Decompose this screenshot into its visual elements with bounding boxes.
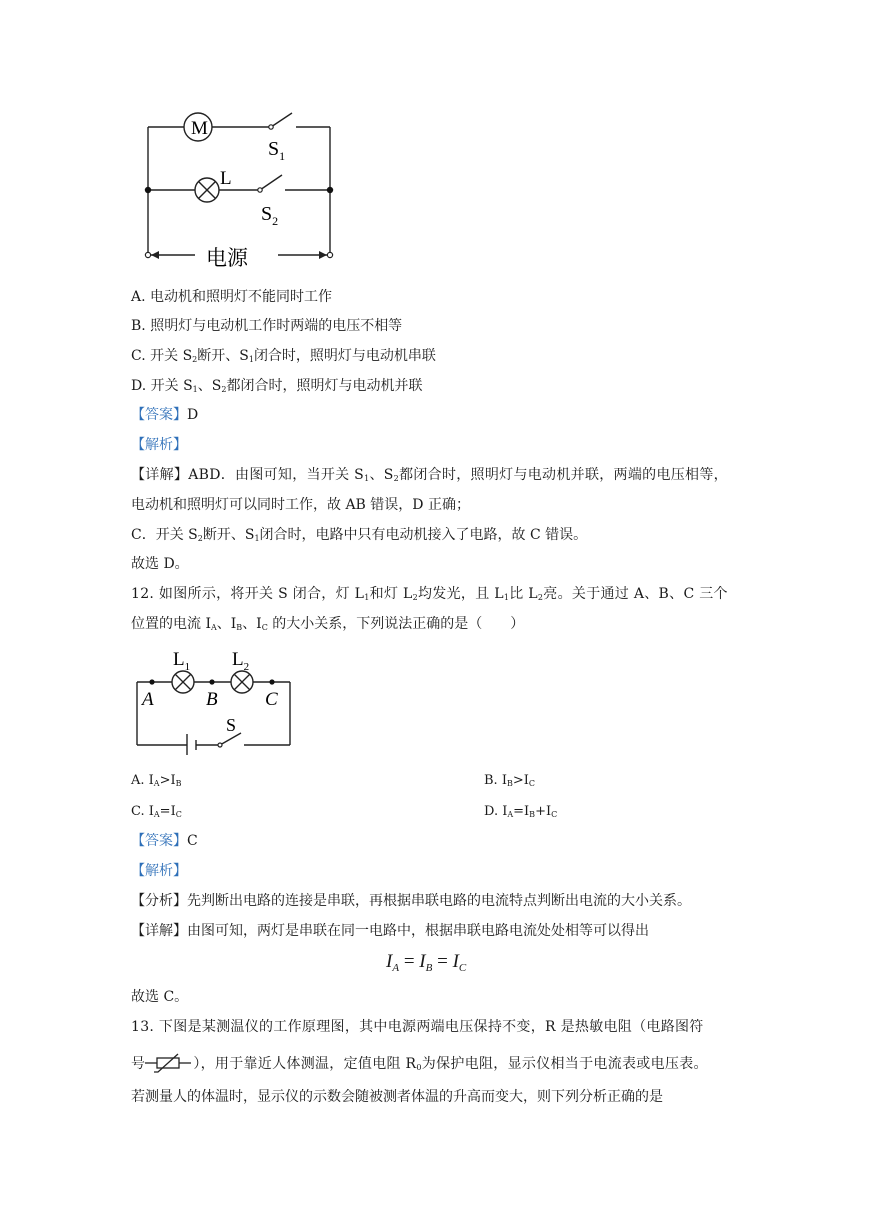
q11-detail-line-3: C．开关 $S_2$断开、$S_1$闭合时，电路中只有电动机接入了电路，故 C 错误。 [131, 527, 588, 543]
q11-option-d: D. 开关 $S_1$、$S_2$都闭合时，照明灯与电动机并联 [131, 378, 423, 394]
q12-analysis-text: 【分析】先判断出电路的连接是串联，再根据串联电路的电流特点判断出电流的大小关系。 [131, 893, 691, 909]
point-b-label: B [206, 689, 218, 710]
q11-conclusion: 故选 D。 [131, 556, 189, 572]
q12-option-d: D. $I_A=I_B+I_C$ [484, 804, 558, 819]
q12-answer: 【答案】C [131, 833, 198, 849]
point-a-label: A [142, 689, 154, 710]
thermistor-symbol-icon [145, 1052, 193, 1074]
q13-stem-line-2: 号 ），用于靠近人体测温，定值电阻 $R_0$为保护电阻，显示仪相当于电流表或电压表。 [131, 1052, 708, 1078]
q12-analysis-heading: 【解析】 [131, 863, 187, 879]
q12-conclusion: 故选 C。 [131, 989, 189, 1005]
lamp-l1-label: $L_1$ [173, 649, 191, 673]
q13-stem-line-1: 13. 下图是某测温仪的工作原理图，其中电源两端电压保持不变，R 是热敏电阻（电路图符 [131, 1019, 704, 1035]
q12-detail-text: 【详解】由图可知，两灯是串联在同一电路中，根据串联电路电流处处相等可以得出 [131, 923, 649, 939]
q11-option-a: A. 电动机和照明灯不能同时工作 [131, 289, 333, 305]
q11-option-c: C. 开关 $S_2$断开、$S_1$闭合时，照明灯与电动机串联 [131, 348, 436, 364]
q12-option-b: B. $I_B>I_C$ [484, 773, 535, 788]
q11-detail-line-2: 电动机和照明灯可以同时工作，故 AB 错误，D 正确； [131, 497, 470, 513]
lamp-label: L [220, 168, 232, 189]
lamp-l2-label: $L_2$ [232, 649, 250, 673]
motor-label: M [191, 118, 208, 139]
q11-answer: 【答案】D [131, 407, 199, 423]
q12-option-c: C. $I_A=I_C$ [131, 804, 182, 819]
q11-detail-line-1: 【详解】ABD．由图可知，当开关 $S_1$、$S_2$都闭合时，照明灯与电动机并联，两端的电压相等， [131, 467, 728, 483]
power-source-label: 电源 [206, 246, 248, 270]
switch-s1-label: $S_1$ [268, 138, 286, 163]
q12-stem-line-2: 位置的电流 $I_A$、$I_B$、$I_C$ 的大小关系，下列说法正确的是（ ） [131, 616, 525, 632]
q13-stem-line-3: 若测量人的体温时，显示仪的示数会随被测者体温的升高而变大，则下列分析正确的是 [131, 1089, 663, 1105]
q11-option-b: B. 照明灯与电动机工作时两端的电压不相等 [131, 318, 403, 334]
switch-s2-label: $S_2$ [261, 203, 279, 228]
q12-stem-line-1: 12. 如图所示，将开关 S 闭合，灯 $L_1$和灯 $L_2$均发光，且 $L_1$比 $L_2$亮。关于通过 A、B、C 三个 [131, 586, 728, 602]
point-c-label: C [265, 689, 278, 710]
q11-analysis-heading: 【解析】 [131, 437, 187, 453]
circuit-figure-series-lamps [130, 645, 300, 755]
switch-s-label: S [226, 715, 237, 735]
circuit-figure-motor-lamp [140, 105, 340, 275]
q12-option-a: A. $I_A>I_B$ [131, 773, 182, 788]
current-equality-formula: $I_A = I_B = I_C$ [386, 951, 467, 974]
